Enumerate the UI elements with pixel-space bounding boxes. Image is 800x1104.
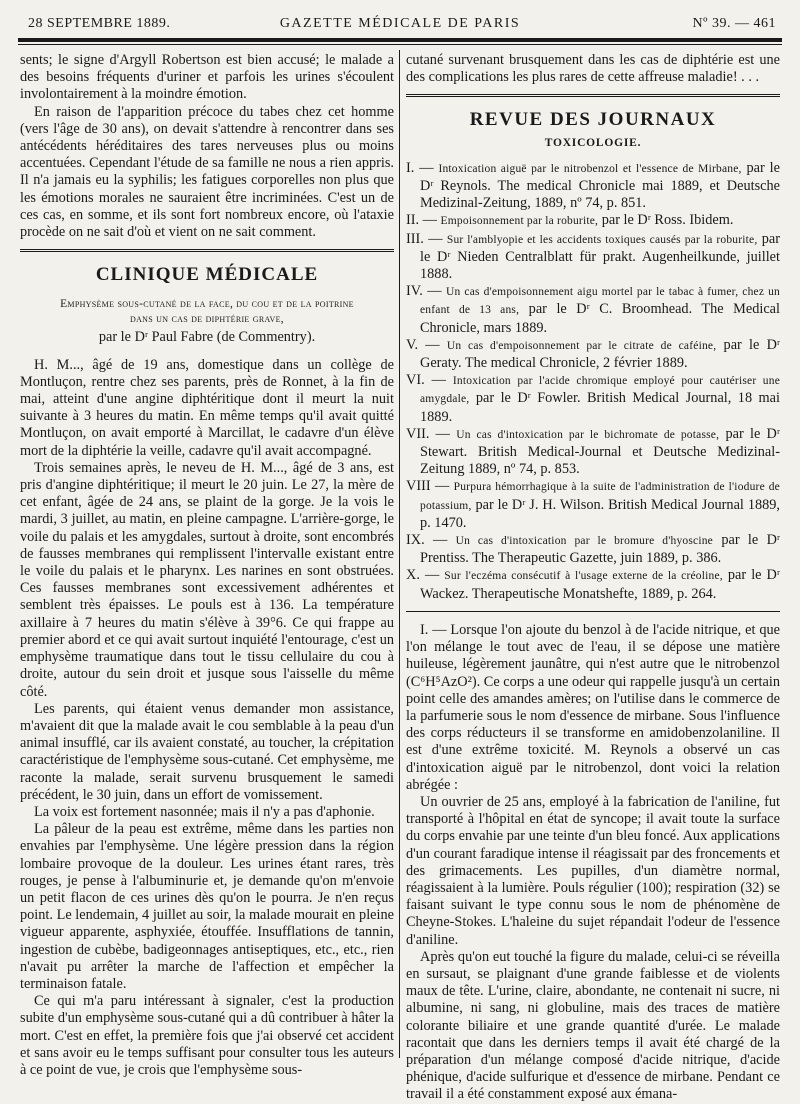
header-date: 28 SEPTEMBRE 1889. [28,16,171,31]
item-number: II. — [406,212,437,229]
reference-item [406,231,780,284]
item-caps: Un cas d'empoisonnement par le citrate de caféine, [446,339,717,352]
item-number: IX. — [406,532,448,549]
item-number: V. — [406,336,440,353]
section-separator [20,249,394,252]
left-paragraph: Les parents, qui étaient venus demander mon assistance, m'avaient dit que la malade avait le cou semblable à la peau d'un animal insufflé, car ils avaient constaté, au toucher, la crépitation caractéristique de l'emphysème sous-cutané. Cet emphysème, me raconte la malade, serait survenu brusquement le samedi précédent, le 30 juin, dans un effort de vomissement. [20,700,394,803]
reference-item [406,567,780,602]
item-rest: par le Dʳ J. H. Wilson. British Medical Journal 1889, p. 1470. [420,496,780,531]
reference-item [406,283,780,337]
clinique-section-title: CLINIQUE MÉDICALE [95,264,319,286]
item-caps: Purpura hémorrhagique à la suite de l'administration de l'iodure de potassium, [420,481,780,512]
item-number: IV. — [406,283,442,300]
left-paragraph: Ce qui m'a paru intéressant à signaler, c'est la production subite d'un emphysème sous-cutané qui a dû contribuer à hâter la mort. C'est en effet, la première fois que j'ai observé cet accident et sans avoir eu le temps suffisant pour consulter tous les auteurs à ce point de vue, je crois que l'emphysème sous- [20,993,394,1078]
left-intro-paragraph-1: sents; le signe d'Argyll Robertson est bien accusé; le malade a des besoins fréquents d'uriner et parfois les urines s'écoulent involontairement à la moindre émotion. [20,52,394,103]
right-paragraph: Un ouvrier de 25 ans, employé à la fabrication de l'aniline, fut transporté à l'hôpital en état de syncope; il avait toute la surface du corps envahie par une teinte d'un bleu foncé. Aux applications d'un courant faradique intense il réagissait par des froncements et des grimacements. Les pupilles, d'un diamètre normal, réagissaient à la lumière. Pouls régulier (100); respiration (32) se faisant suivant le type connu sous le nom de phénomène de Cheyne-Stokes. L'haleine du sujet répandait l'odeur de l'essence d'aniline. [406,793,780,948]
item-number: VII. — [406,425,450,442]
reference-item [406,372,780,426]
item-rest: par le Dʳ Geraty. The medical Chronicle, 2 février 1889. [420,336,781,372]
left-paragraph: Trois semaines après, le neveu de H. M..., âgé de 3 ans, est pris d'angine diphtéritique; il meurt le 20 juin. Le 27, la mère de cet enfant, âgée de 24 ans, se plaint de la gorge. Je la vois le mardi, 3 juillet, au matin, en pleine campagne. L'arrière-gorge, le voile du palais et les amygdales, surtout à droite, sont encombrés de fausses membranes qui remplissent l'intervalle existant entre le voile du palais et le pharynx. Les narines en sont obstruées. Ces fausses membranes sont excessivement adhérentes et semblent très épaisses. Le pouls est à 136. La température axillaire à 7 heures du matin s'élève à 39°6. Ce qui frappe au premier abord et ce qui avait surtout inquiété l'entourage, c'est un emphysème traumatique dans tout le tissu cellulaire du cou à droite, autour du sein droit et jusque sous l'aisselle du même côté. [20,459,394,700]
item-rest: par le Dʳ Fowler. British Medical Journal, 18 mai 1889. [420,390,780,425]
item-rest: par le Dʳ C. Broomhead. The Medical Chronicle, mars 1889. [420,301,780,336]
toxicologie-subsection: TOXICOLOGIE. [544,136,642,149]
item-number: VI. — [406,372,446,389]
reference-item [406,532,780,567]
item-rest: par le Dʳ Prentiss. The Therapeutic Gazette, juin 1889, p. 386. [420,532,781,567]
reference-item [406,426,780,479]
left-paragraph: La pâleur de la peau est extrême, même dans les parties non envahies par l'emphysème. Une légère pression dans la région lombaire provoque de la douleur. Les urines étant rares, très rouges, je pense à l'albuminurie et, je demande qu'on m'envoie un petit flacon de ces urines dès qu'on le pourra. Je n'en reçus point. Le lendemain, 4 juillet au soir, la malade mourait en pleine vigueur apparente, asphyxiée, étouffée. Insufflations de tannin, ingestion de cubèbe, badigeonnages antiseptiques, etc., etc., rien n'avait pu arrêter la marche de l'affection et empêcher la terminaison fatale. [20,821,394,992]
header-title: GAZETTE MÉDICALE DE PARIS [279,16,521,31]
left-column [20,52,394,1078]
item-caps: Un cas d'intoxication par le bromure d'hyoscine [455,535,713,548]
reference-item [406,337,780,372]
right-paragraph: I. — Lorsque l'on ajoute du benzol à de l'acide nitrique, et que l'on mélange le tout avec de l'eau, il se dépose une matière huileuse, légèrement jaunâtre, qui n'est autre que le nitrobenzol (C⁶H⁵AzO²). Ce corps a une odeur qui rappelle jusqu'à un certain point celle des amandes amères; on l'utilise dans le commerce de la parfumerie sous le nom d'essence de mirbane. Sous l'influence des corps réducteurs il se transforme en amidobenzolaniline. Il est d'une extrême toxicité. M. Reynols a observé un cas d'intoxication aiguë par le nitrobenzol, dont voici la relation abrégée : [406,621,780,793]
header-rule [18,38,782,45]
item-caps: Empoisonnement par la roburite, [440,215,599,228]
reference-item [406,160,780,213]
right-column [406,52,781,1103]
article-subtitle-line-2: dans un cas de diphtérie grave, [130,313,284,326]
item-rest: par le Dʳ Reynols. The medical Chronicle mai 1889, et Deutsche Medizinal-Zeitung, 1889, nº 74, p. 851. [420,159,780,212]
revue-section-title: REVUE DES JOURNAUX [469,109,717,131]
item-caps: Un cas d'intoxication par le bichromate de potasse, [456,428,720,441]
left-intro-paragraph-2: En raison de l'apparition précoce du tabes chez cet homme (vers l'âge de 30 ans), on devait s'attendre à rencontrer dans ses antécédents héréditaires des tares nerveuses plus ou moins accentuées. Cependant l'étude de sa famille ne nous a rien appris. Il n'a jamais eu la syphilis; les fatigues corporelles non plus que les émotions morales ne sauraient être incriminées. C'est un de ces cas, en somme, et ils sont fort nombreux encore, où l'ataxie procède on ne sait d'où et vient on ne sait comment. [20,103,394,241]
header-issue: Nº 39. — 461 [692,16,776,31]
item-rest: par le Dʳ Stewart. British Medical-Journal et Deutsche Medizinal-Zeitung 1889, nº 74, p. 853. [420,425,780,478]
left-paragraph: H. M..., âgé de 19 ans, domestique dans un collège de Montluçon, rentre chez ses parents, près de Ronnet, à la fin de mai, atteint d'une angine diphtéritique dont il meurt la nuit suivante à 3 heures du matin. En même temps qu'il avait quitté Montluçon, on avait emporté à Marcillat, le cadavre d'un élève mort de la diphtérie la veille, cadavre qu'il avait accompagné. [20,356,394,459]
article-byline: par le Dʳ Paul Fabre (de Commentry). [98,329,316,346]
column-divider [399,50,400,1058]
page-header [18,12,782,34]
item-rest: par le Dʳ Nieden Centralblatt für prakt. Augenheilkunde, juillet 1888. [420,230,781,283]
item-caps: Intoxication aiguë par le nitrobenzol et l'essence de Mirbane, [438,162,742,175]
item-caps: Sur l'amblyopie et les accidents toxiques causés par la roburite, [446,233,758,246]
item-caps: Sur l'eczéma consécutif à l'usage externe de la créoline, [444,570,723,583]
article-subtitle-line-1: Emphysème sous-cutané de la face, du cou et de la poitrine [60,298,354,311]
items-separator [406,611,780,612]
right-intro-paragraph: cutané survenant brusquement dans les cas de diphtérie est une des complications les plus rares de cette affreuse maladie! . . . [406,52,780,86]
item-rest: par le Dʳ Ross. Ibidem. [598,212,734,229]
item-number: X. — [406,567,440,584]
left-paragraph: La voix est fortement nasonnée; mais il n'y a pas d'aphonie. [34,803,375,820]
right-paragraph: Après qu'on eut touché la figure du malade, celui-ci se réveilla en sursaut, se plaignant d'une grande faiblesse et de violents maux de tête. L'urine, claire, abondante, ne contenait ni sucre, ni albumine, ni sang, ni globuline, mais des traces de matière colorante biliaire et une grande quantité d'urée. Le malade racontait que dans les derniers temps il avait été chargé de la préparation d'un mélange composé d'acide nitrique, d'acide phénique, d'acide sulfurique et d'essence de mirbane. Pendant ce travail il a été constamment exposé aux émana- [406,948,780,1103]
item-number: VIII — [406,478,450,495]
reference-item [406,478,780,532]
section-separator [406,94,780,97]
item-number: III. — [406,230,443,247]
item-number: I. — [406,159,434,176]
item-caps: Intoxication par l'acide chromique employé pour cautériser une amygdale, [420,375,781,406]
item-caps: Un cas d'empoisonnement aigu mortel par le tabac à fumer, chez un enfant de 13 ans, [420,286,780,317]
item-rest: par le Dʳ Wackez. Therapeutische Monatshefte, 1889, p. 264. [420,567,780,602]
reference-item [406,212,780,230]
